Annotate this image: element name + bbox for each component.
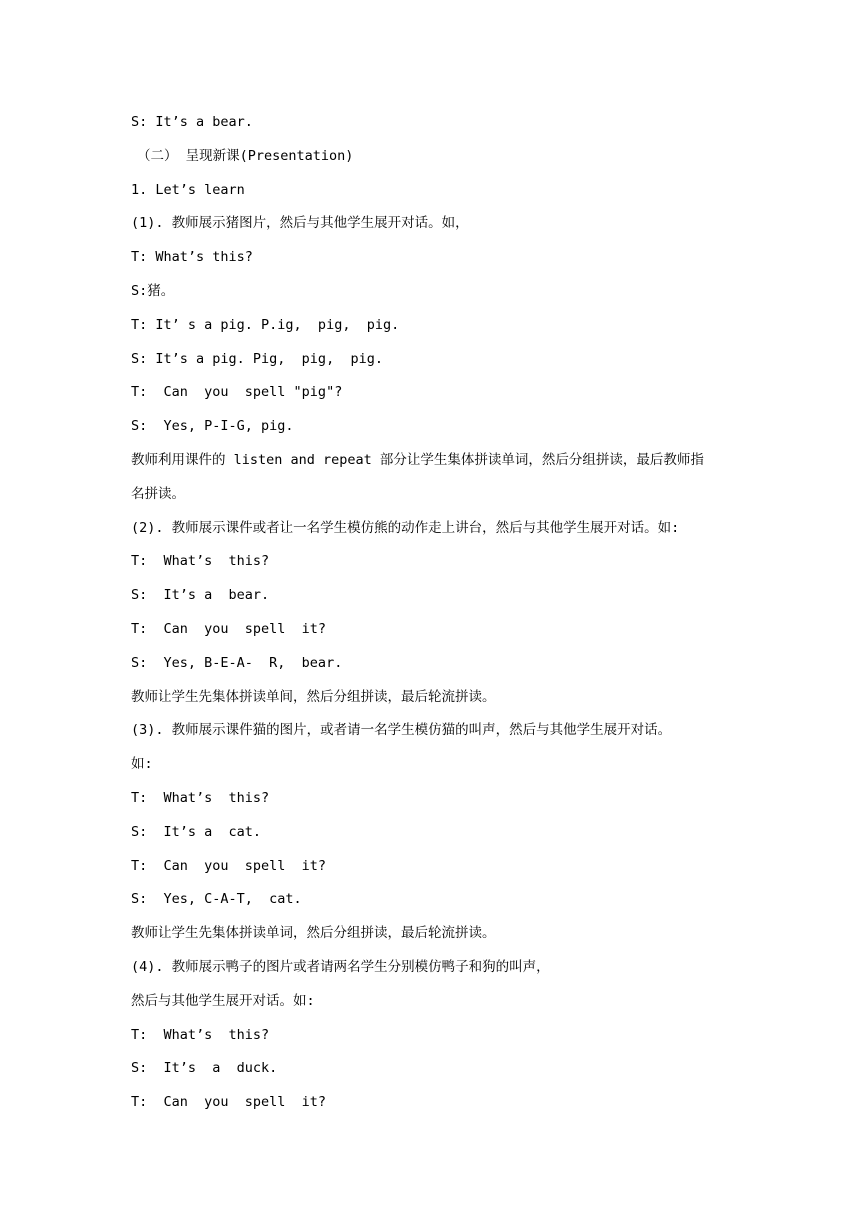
instruction-text: 教师让学生先集体拼读单间，然后分组拼读，最后轮流拼读。 (131, 688, 496, 705)
dialogue-line: S: Yes, P-I-G, pig. (131, 418, 294, 435)
step-instruction: (1). 教师展示猪图片，然后与其他学生展开对话。如， (131, 215, 469, 232)
step-instruction: (4). 教师展示鸭子的图片或者请两名学生分别模仿鸭子和狗的叫声， (131, 958, 550, 975)
dialogue-line: T: What’s this? (131, 789, 270, 806)
dialogue-line: S: It’s a cat. (131, 823, 262, 840)
subsection-heading: 1. Let’s learn (131, 181, 245, 198)
dialogue-line: T: It’ s a pig. P.ig, pig, pig. (131, 316, 400, 333)
dialogue-line: T: Can you spell it? (131, 1094, 327, 1111)
step-instruction: (2). 教师展示课件或者让一名学生模仿熊的动作走上讲台，然后与其他学生展开对话。如: (131, 519, 680, 536)
dialogue-line: S: It’s a duck. (131, 1060, 278, 1077)
lesson-text (131, 110, 751, 1124)
dialogue-line: S: It’s a bear. (131, 114, 253, 130)
step-instruction: 然后与其他学生展开对话。如: (131, 992, 315, 1009)
dialogue-line: S: It’s a pig. Pig, pig, pig. (131, 350, 383, 367)
dialogue-line: T: What’s this? (131, 1026, 270, 1043)
dialogue-line: S:猪。 (131, 282, 175, 299)
instruction-text: 名拼读。 (131, 485, 185, 502)
dialogue-line: T: Can you spell it? (131, 620, 327, 637)
section-heading: （二） 呈现新课(Presentation) (137, 147, 354, 164)
dialogue-line: T: What’s this? (131, 553, 270, 570)
dialogue-line: T: What’s this? (131, 249, 253, 266)
instruction-text: 教师让学生先集体拼读单词，然后分组拼读，最后轮流拼读。 (131, 925, 496, 942)
dialogue-line: S: Yes, B-E-A- R, bear. (131, 654, 343, 671)
dialogue-line: T: Can you spell it? (131, 857, 327, 874)
step-instruction: 如: (131, 756, 153, 773)
step-instruction: (3). 教师展示课件猫的图片，或者请一名学生模仿猫的叫声，然后与其他学生展开对话。 (131, 722, 672, 739)
dialogue-line: S: It’s a bear. (131, 587, 270, 604)
instruction-text: 教师利用课件的 listen and repeat 部分让学生集体拼读单词，然后分组拼读，最后教师指 (131, 451, 704, 468)
dialogue-line: S: Yes, C-A-T, cat. (131, 891, 302, 908)
dialogue-line: T: Can you spell "pig"? (131, 384, 343, 401)
